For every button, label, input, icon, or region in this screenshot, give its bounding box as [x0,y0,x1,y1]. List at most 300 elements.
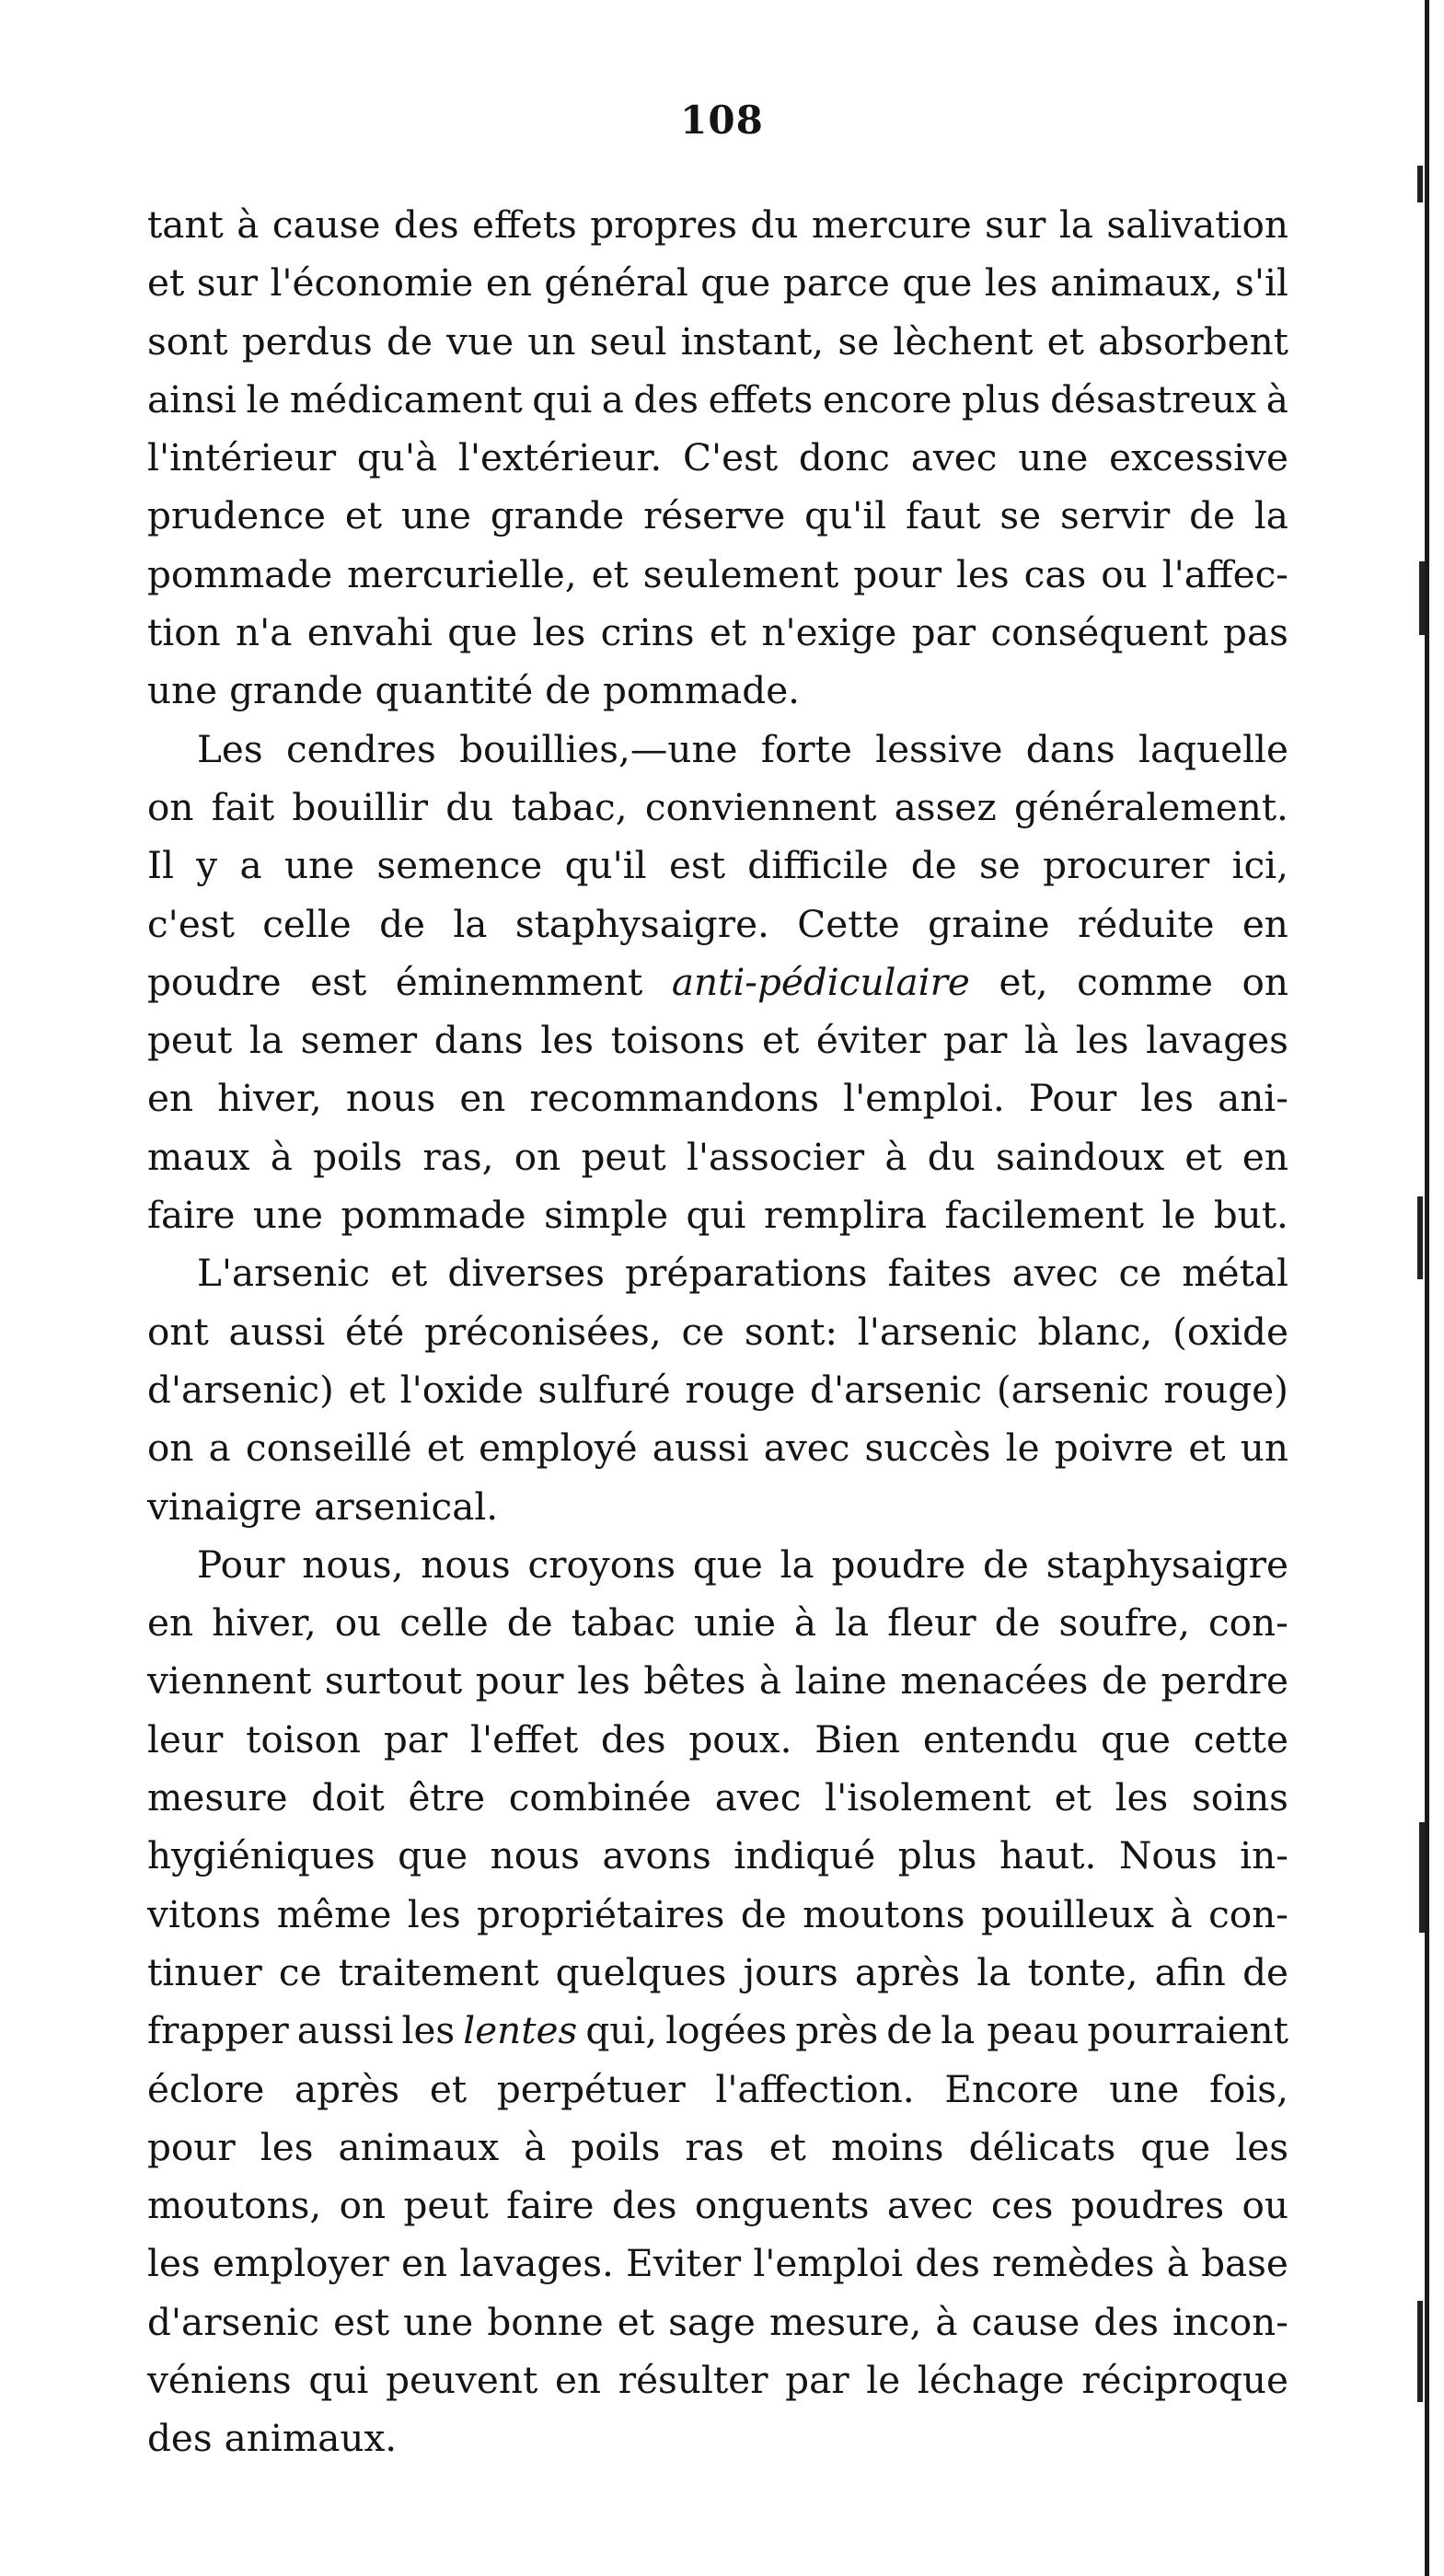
word: animaux. [224,2416,398,2461]
word: à [793,1600,817,1646]
word: laine [794,1658,887,1704]
word: de [983,1542,1029,1587]
text-line [147,2119,1288,2177]
word: cette [1193,1716,1288,1762]
word: qui [532,376,593,422]
word: les [577,1658,630,1704]
text-line [147,2293,1288,2351]
word: des [915,2241,980,2286]
word: en [1242,901,1288,946]
word: base [1201,2241,1288,2286]
word: et [591,551,629,596]
text-line [147,254,1288,312]
word: quelques [555,1949,727,1994]
word: cause [271,202,381,247]
word: d'arsenic [810,1367,983,1412]
word: traitement [338,1949,539,1994]
word: C'est [682,435,779,480]
word: arsenical. [314,1484,499,1529]
word: ont [147,1309,209,1354]
word: moutons, [147,2183,322,2228]
text-line [147,1361,1288,1419]
word: on [1242,959,1288,1004]
word: la [248,1018,284,1063]
word: l'intérieur [147,435,337,480]
word: l'oxide [399,1367,524,1412]
word: à [935,2299,958,2344]
word: que [1140,2124,1211,2169]
word: les [147,2241,201,2286]
word: recommandons [529,1076,820,1121]
text-line [147,487,1288,545]
word: perpétuer [496,2066,686,2111]
word: les [1075,1018,1129,1063]
word: des [600,1716,666,1762]
word: de [740,1891,787,1936]
word: les [1140,1076,1194,1121]
word: ou [1242,2183,1288,2228]
word: l'effet [470,1716,579,1762]
word: poils [313,1134,403,1179]
word: con- [1207,1600,1288,1646]
word: aussi [228,1309,326,1354]
text-line [147,1186,1288,1244]
word: les [407,1891,461,1936]
word: lessive [875,726,1003,771]
word: à [1170,1891,1193,1936]
word: fait [211,784,275,829]
word: envahi [306,610,433,655]
text-line [147,662,1288,720]
word: Cette [797,901,900,946]
word: a [239,843,262,888]
word: un [527,318,576,364]
word: tinuer [147,1949,262,1994]
word: seul [589,318,667,364]
word: ras [685,2124,745,2169]
edge-mark [1419,1822,1425,1933]
word: parce [782,260,890,306]
word: crins [600,610,695,655]
word: moins [830,2124,944,2169]
text-line [147,895,1288,953]
word: poudres [1070,2183,1225,2228]
word: la [780,1542,814,1587]
word: lavages. [459,2241,614,2286]
word: cendres [285,726,436,771]
word: éviter [815,1018,927,1063]
word: désastreux [1050,376,1257,422]
text-line [147,1827,1288,1885]
word: le [1161,1193,1196,1238]
word: délicats [968,2124,1116,2169]
word: aussi [652,1426,749,1471]
word: soufre, [1058,1600,1190,1646]
text-line [147,196,1288,254]
word: lavages [1146,1018,1288,1063]
word: n'exige [761,610,897,655]
word: sont: [744,1309,838,1354]
word: nous [345,1076,436,1121]
word: préparations [625,1251,868,1296]
word: donc [798,435,890,480]
word: une [400,493,472,538]
word: l'affec- [1161,551,1288,596]
word: pouilleux [980,1891,1155,1936]
word: en [147,1600,194,1646]
word: et [1188,1426,1226,1471]
text-line [147,1069,1288,1127]
word: Nous [1118,1833,1218,1878]
word: poudre [831,1542,966,1587]
word: des [147,2416,213,2461]
word: l'associer [686,1134,865,1179]
word: les [260,2124,314,2169]
word: fleur [887,1600,976,1646]
word: pour [475,1658,564,1704]
word: (oxide [1173,1309,1288,1354]
word: de [1101,1658,1148,1704]
word: procurer [1043,843,1210,888]
word: du [927,1134,976,1179]
word: on [339,2183,387,2228]
word: métal [1182,1251,1288,1296]
word: on [514,1134,561,1179]
word: avec [910,435,998,480]
word: encore [822,376,953,422]
word: des [393,202,459,247]
word: fois, [1208,2066,1288,2111]
word: logées [665,2008,788,2053]
word: sur [985,202,1046,247]
word: poux. [688,1716,792,1762]
word: n'a [236,610,293,655]
word: d'arsenic) [147,1367,334,1412]
word: la [453,901,488,946]
word: cas [1023,551,1087,596]
word: et [429,2066,468,2111]
word: après [854,1949,961,1994]
word: mesure, [768,2299,922,2344]
word: les [955,551,1010,596]
word: frapper [147,2008,289,2053]
word: vitons [147,1891,261,1936]
word: menacées [900,1658,1089,1704]
text-line [147,1769,1288,1827]
word: saindoux [995,1134,1165,1179]
word: graine [928,901,1050,946]
word: avons [602,1833,711,1878]
word: une [403,2299,474,2344]
word: et [617,2299,655,2344]
word: avec [763,1426,850,1471]
word: toison [246,1716,362,1762]
word: pour [147,2124,236,2169]
word: effets [708,376,814,422]
word: réserve [643,493,786,538]
text-line [147,2351,1288,2409]
word: blanc, [1037,1309,1153,1354]
word: bêtes [643,1658,746,1704]
word: viennent [147,1658,312,1704]
word: des [611,2183,677,2228]
word: est [310,959,367,1004]
word: conseillé [245,1426,412,1471]
word: qui, [585,2008,658,2053]
word: en [400,2241,448,2286]
word: ou [1101,551,1148,596]
word: Il [147,843,174,888]
word: avec [1011,1251,1099,1296]
word: dans [1025,726,1115,771]
italic-word: lentes [463,2008,578,2053]
word: perdus [241,318,373,364]
word: les [984,260,1038,306]
word: c'est [147,901,235,946]
word: staphysaigre [1045,1542,1288,1587]
word: réciproque [1081,2357,1288,2402]
text-line [147,371,1288,429]
word: on [147,1426,194,1471]
word: les [1115,1775,1169,1820]
word: pommade [341,1193,526,1238]
word: de [545,668,592,713]
word: cause [971,2299,1080,2344]
text-line [147,604,1288,662]
word: diverses [447,1251,606,1296]
word: et [1184,1134,1222,1179]
edge-mark [1417,2301,1423,2402]
word: vue [446,318,514,364]
word: pommade [147,551,333,596]
word: peut [403,2183,489,2228]
word: ani- [1218,1076,1288,1121]
word: et [344,493,383,538]
word: combinée [508,1775,692,1820]
word: et [147,260,185,306]
word: propriétaires [477,1891,725,1936]
text-line [147,313,1288,371]
word: propres [590,202,737,247]
word: tabac, [511,784,628,829]
word: faut [906,493,981,538]
word: été [345,1309,405,1354]
word: et [762,1018,800,1063]
word: tion [147,610,221,655]
word: que [700,260,771,306]
word: semer [300,1018,418,1063]
word: ce [681,1309,725,1354]
word: par [383,1716,448,1762]
word: une [252,1193,324,1238]
word: réduite [1077,901,1215,946]
word: que [902,260,973,306]
text-line [147,429,1288,487]
word: pour [853,551,942,596]
word: l'économie [270,260,474,306]
word: dans [433,1018,524,1063]
edge-mark [1417,166,1423,202]
word: ainsi [147,376,237,422]
word: à [270,1134,293,1179]
word: les [401,2008,456,2053]
word: faire [506,2183,595,2228]
text-line [147,1011,1288,1069]
word: seulement [642,551,839,596]
word: qui [308,2357,369,2402]
word: assez [894,784,997,829]
edge-mark [1417,1196,1423,1279]
word: remplira [763,1193,928,1238]
word: ce [278,1949,322,1994]
word: pommade. [603,668,801,713]
word: simple [544,1193,669,1238]
word: L'arsenic [197,1251,371,1296]
word: s'il [1235,260,1288,306]
word: ou [334,1600,382,1646]
word: tonte, [1027,1949,1138,1994]
word: des [633,376,699,422]
word: que [1100,1716,1171,1762]
italic-word: anti-pédiculaire [671,959,970,1004]
word: facilement [944,1193,1144,1238]
text-line [147,1419,1288,1477]
word: en [485,260,532,306]
word: plus [897,1833,977,1878]
word: semence [376,843,543,888]
word: une [283,843,355,888]
word: avec [714,1775,802,1820]
word: sur [196,260,258,306]
word: a [208,1426,231,1471]
text-line [147,1536,1288,1594]
word: absorbent [1098,318,1288,364]
word: excessive [1109,435,1288,480]
word: bouillir [292,784,428,829]
word: la peau [941,2008,1080,2053]
word: la [835,1600,870,1646]
text-line [147,779,1288,837]
word: à [1166,2241,1189,2286]
word: que [447,610,518,655]
word: qui [686,1193,746,1238]
word: vinaigre [147,1484,303,1529]
word: Pour [1028,1076,1117,1121]
word: ces [990,2183,1054,2228]
word: mercurielle, [347,551,577,596]
word: l'emploi [753,2241,904,2286]
word: rouge [685,1367,796,1412]
word: grande [490,493,625,538]
word: de [379,901,425,946]
word: on [147,784,194,829]
word: à [758,1658,782,1704]
word: animaux [338,2124,500,2169]
word: par [911,610,976,655]
text-line [147,837,1288,895]
word: pas [1223,610,1288,655]
word: Pour [197,1542,285,1587]
word: quantité [375,668,534,713]
word: remèdes [992,2241,1155,2286]
word: une [1018,435,1089,480]
word: Les [197,726,263,771]
word: effets [472,202,577,247]
word: se [838,318,880,364]
word: peuvent [386,2357,538,2402]
word: être [408,1775,486,1820]
word: plus [961,376,1041,422]
word: général [544,260,688,306]
word: haut. [999,1833,1097,1878]
word: l'extérieur. [457,435,663,480]
word: succès [864,1426,991,1471]
word: de [1242,1949,1288,1994]
word: l'emploi. [843,1076,1005,1121]
word: faites [887,1251,992,1296]
word: éclore [147,2066,265,2111]
word: sulfuré [537,1367,671,1412]
word: prudence [147,493,326,538]
word: laquelle [1138,726,1288,771]
word: conviennent [644,784,877,829]
word: d'arsenic [147,2299,320,2344]
word: de [994,1600,1041,1646]
word: que [692,1542,763,1587]
word: onguents [694,2183,870,2228]
text-line [147,2177,1288,2235]
word: soins [1191,1775,1288,1820]
word: près [795,2008,879,2053]
word: con- [1208,1891,1288,1936]
word: tant [147,202,224,247]
word: et [709,610,747,655]
word: sage [668,2299,756,2344]
word: grande [229,668,364,713]
word: se [999,493,1042,538]
word: forte [760,726,852,771]
word: comme [1077,959,1213,1004]
word: par [942,1018,1008,1063]
word: in- [1240,1833,1288,1878]
word: le [866,2357,901,2402]
word: maux [147,1134,250,1179]
word: est [333,2299,390,2344]
word: rouge) [1163,1367,1288,1412]
text-line [147,1711,1288,1769]
word: les [1235,2124,1288,2169]
word: et [1046,318,1084,364]
word: ce [1118,1251,1162,1296]
word: difficile [747,843,889,888]
word: celle [399,1600,489,1646]
word: croyons [527,1542,676,1587]
text-line [147,1244,1288,1302]
word: pourraient [1087,2008,1288,2053]
word: celle [262,901,352,946]
word: une [147,668,218,713]
word: en [554,2357,602,2402]
word: moutons [803,1891,965,1936]
page-number: 108 [680,98,764,143]
text-line [147,2235,1288,2293]
word: là [1024,1018,1059,1063]
word: peut [581,1134,666,1179]
word: employé [479,1426,638,1471]
word: une [1109,2066,1180,2111]
word: nous [490,1833,580,1878]
word: Eviter [626,2241,742,2286]
